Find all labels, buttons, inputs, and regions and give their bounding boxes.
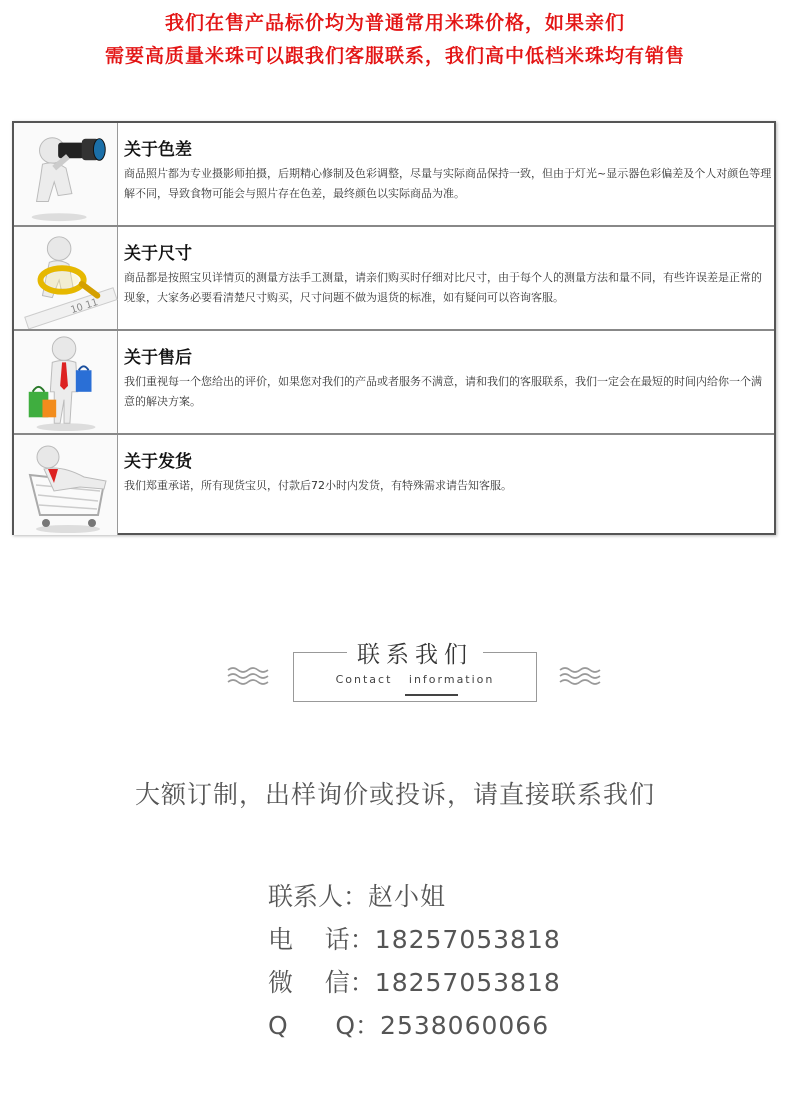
- wave-decoration-left-icon: [226, 665, 272, 685]
- contact-phone: [268, 920, 561, 956]
- row-text: 商品照片都为专业摄影师拍摄，后期精心修制及色彩调整，尽量与实际商品保持一致，但由于灯光~显示器色彩偏差及个人对颜色等理解不同，导致食物可能会与照片存在色差，最终颜色以实际商品为准。: [124, 167, 772, 200]
- row-text: 商品都是按照宝贝详情页的测量方法手工测量，请亲们购买时仔细对比尺寸，由于每个人的测量方法和量不同，有些许误差是正常的现象，大家务必要看清楚尺寸购买，尺寸问题不做为退货的标准，如有疑问可以咨询客服。: [124, 271, 762, 304]
- shopping-cart-figure-icon: [14, 435, 118, 535]
- row-title: 关于发货: [124, 452, 192, 472]
- contact-value: 赵小姐: [368, 882, 447, 911]
- contact-subtitle-underline: [405, 694, 458, 696]
- row-title: 关于尺寸: [124, 244, 192, 264]
- notice-line-1: 我们在售产品标价均为普通常用米珠价格，如果亲们: [164, 12, 625, 34]
- notice-line-2: 需要高质量米珠可以跟我们客服联系，我们高中低档米珠均有销售: [104, 45, 685, 67]
- contact-subtitle: Contact information: [335, 673, 495, 686]
- shopping-bags-figure-icon: [14, 331, 118, 433]
- contact-qq: [268, 1006, 549, 1042]
- info-table: [12, 121, 776, 535]
- contact-title: 联系我们: [293, 636, 537, 669]
- contact-wechat: [268, 963, 561, 999]
- info-row-size: [14, 227, 774, 331]
- contact-label: 微 信：: [268, 968, 375, 997]
- contact-label: Q Q：: [268, 1011, 381, 1040]
- contact-lead-text: 大额订制，出样询价或投诉，请直接联系我们: [134, 780, 655, 809]
- magnifier-ruler-figure-icon: [14, 227, 118, 329]
- row-text: 我们郑重承诺，所有现货宝贝，付款后72小时内发货，有特殊需求请告知客服。: [124, 479, 512, 492]
- contact-value: 2538060066: [380, 1011, 550, 1040]
- row-text: 我们重视每一个您给出的评价，如果您对我们的产品或者服务不满意，请和我们的客服联系，我们一定会在最短的时间内给你一个满意的解决方案。: [124, 375, 762, 408]
- contact-label: 联系人：: [268, 882, 369, 911]
- info-row-shipping: [14, 435, 774, 535]
- row-title: 关于售后: [124, 348, 192, 368]
- contact-value: 18257053818: [374, 968, 561, 997]
- wave-decoration-right-icon: [558, 665, 604, 685]
- info-row-aftersale: [14, 331, 774, 435]
- row-title: 关于色差: [124, 140, 192, 160]
- camera-figure-icon: [14, 123, 118, 225]
- contact-label: 电 话：: [268, 925, 375, 954]
- contact-value: 18257053818: [374, 925, 561, 954]
- info-row-color: [14, 123, 774, 227]
- svg-text:10 11: 10 11: [69, 297, 100, 317]
- contact-person: [268, 877, 446, 913]
